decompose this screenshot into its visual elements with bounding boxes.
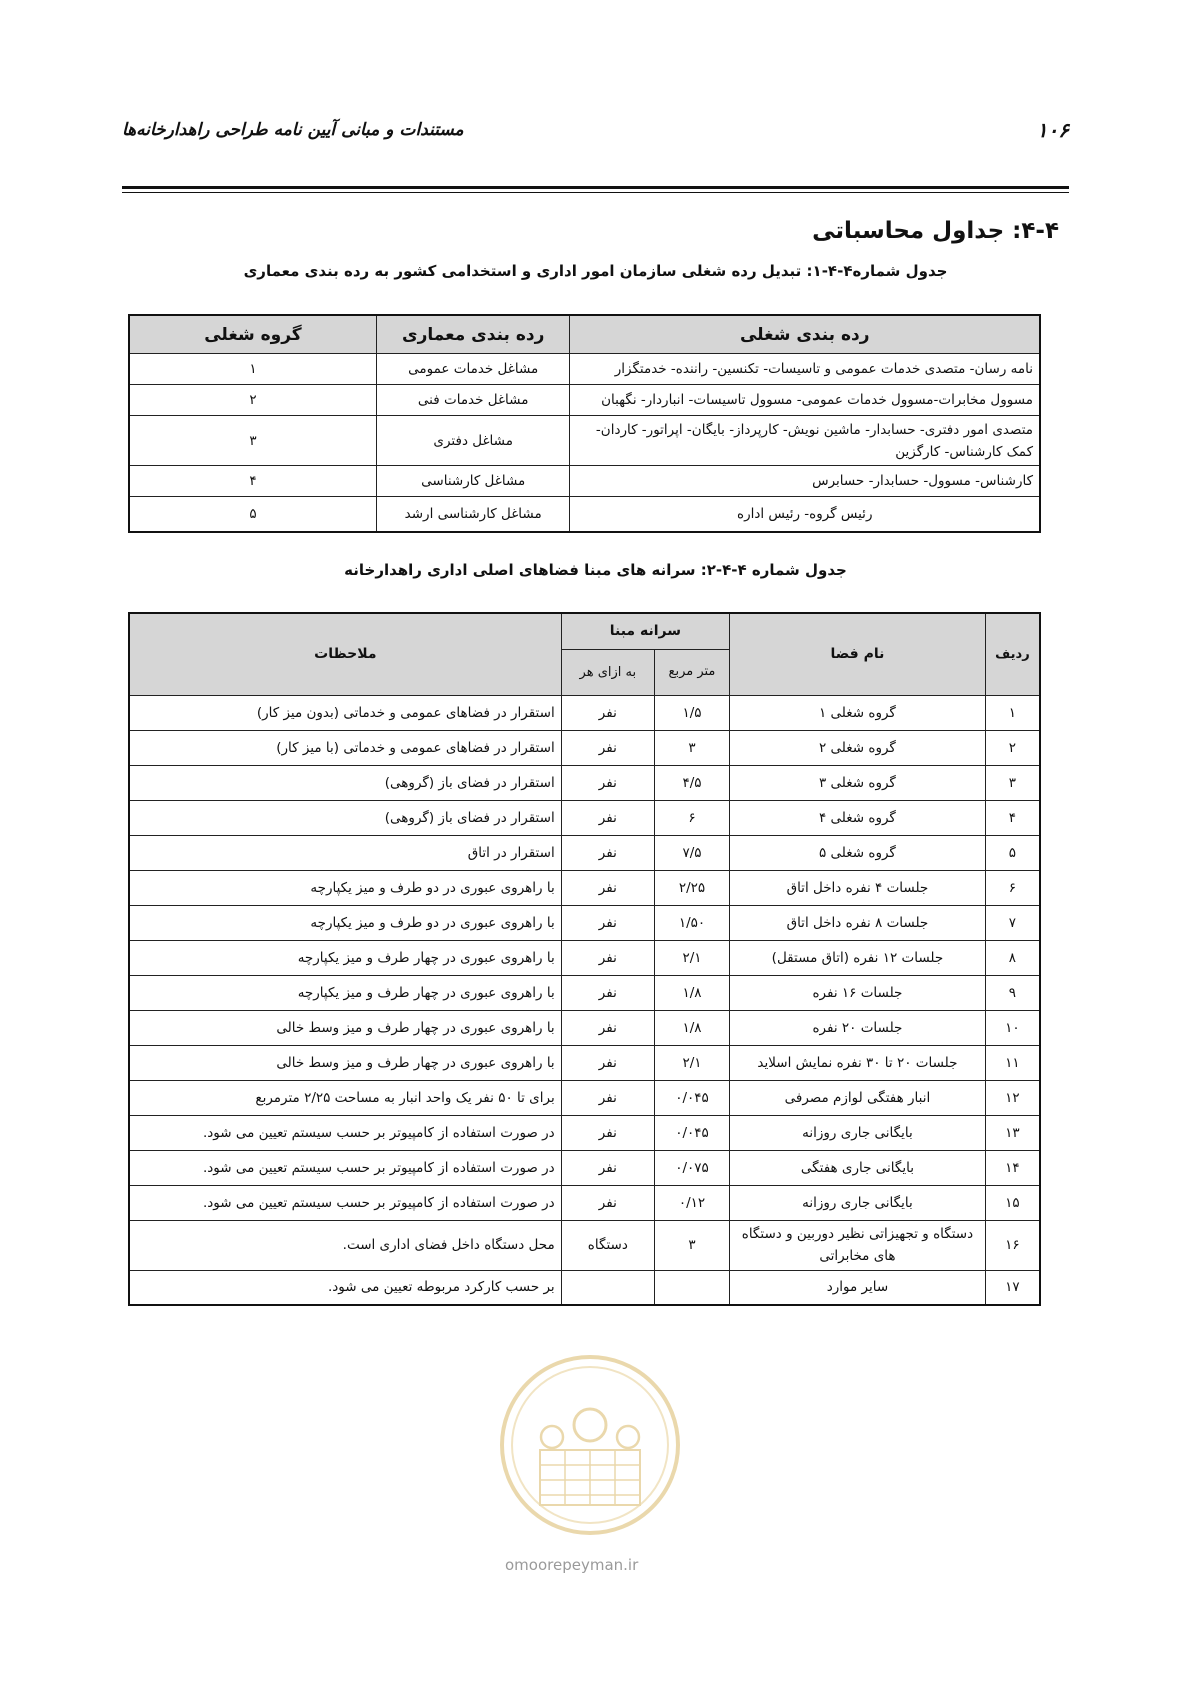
- space-name-cell: بایگانی جاری هفتگی: [730, 1150, 986, 1185]
- table-row: [129, 1185, 1040, 1220]
- header-rule: [122, 186, 1069, 189]
- per-unit-cell: نفر: [561, 940, 654, 975]
- table-row: [129, 1010, 1040, 1045]
- per-unit-cell: نفر: [561, 695, 654, 730]
- table-row: [129, 835, 1040, 870]
- row-number-cell: ۶: [985, 870, 1040, 905]
- row-number-cell: ۵: [985, 835, 1040, 870]
- space-name-cell: جلسات ۱۶ نفره: [730, 975, 986, 1010]
- table2-caption: جدول شماره ۴-۴-۲: سرانه های مبنا فضاهای اصلی اداری راهدارخانه: [344, 561, 847, 579]
- arch-class-cell: مشاغل دفتری: [376, 416, 570, 466]
- per-capita-value-cell: ۲/۱: [654, 940, 729, 975]
- per-unit-cell: نفر: [561, 1010, 654, 1045]
- column-header: رده بندی معماری: [376, 315, 570, 354]
- row-number-cell: ۱: [985, 695, 1040, 730]
- job-titles-cell: نامه رسان- متصدی خدمات عمومی و تاسیسات- تکنسین- راننده- خدمتگزار: [570, 354, 1040, 385]
- page-header: [122, 118, 1069, 148]
- column-header-notes: ملاحظات: [129, 613, 561, 695]
- group-cell: ۱: [129, 354, 376, 385]
- per-capita-value-cell: ۱/۵: [654, 695, 729, 730]
- space-name-cell: گروه شغلی ۱: [730, 695, 986, 730]
- row-number-cell: ۱۱: [985, 1045, 1040, 1080]
- space-name-cell: جلسات ۴ نفره داخل اتاق: [730, 870, 986, 905]
- arch-class-cell: مشاغل خدمات عمومی: [376, 354, 570, 385]
- table-row: [129, 1220, 1040, 1270]
- notes-cell: استقرار در فضای باز (گروهی): [129, 800, 561, 835]
- table-row: [129, 695, 1040, 730]
- table-row: [129, 765, 1040, 800]
- row-number-cell: ۷: [985, 905, 1040, 940]
- space-name-cell: گروه شغلی ۴: [730, 800, 986, 835]
- table-row: [129, 354, 1040, 385]
- page-number: ۱۰۶: [1036, 118, 1069, 142]
- notes-cell: با راهروی عبوری در چهار طرف و میز وسط خالی: [129, 1010, 561, 1045]
- per-capita-value-cell: ۳: [654, 1220, 729, 1270]
- job-titles-cell: کارشناس- مسوول- حسابدار- حسابرس: [570, 466, 1040, 497]
- space-name-cell: جلسات ۲۰ تا ۳۰ نفره نمایش اسلاید: [730, 1045, 986, 1080]
- table-row: [129, 385, 1040, 416]
- table-header-row: [129, 315, 1040, 354]
- watermark-url: omoorepeyman.ir: [505, 1556, 639, 1574]
- space-name-cell: جلسات ۱۲ نفره (اتاق مستقل): [730, 940, 986, 975]
- per-unit-cell: نفر: [561, 765, 654, 800]
- job-classification-table: [128, 314, 1041, 533]
- table-row: [129, 416, 1040, 466]
- notes-cell: در صورت استفاده از کامپیوتر بر حسب سیستم تعیین می شود.: [129, 1150, 561, 1185]
- notes-cell: با راهروی عبوری در دو طرف و میز یکپارچه: [129, 870, 561, 905]
- table-row: [129, 1080, 1040, 1115]
- per-unit-cell: نفر: [561, 1150, 654, 1185]
- job-titles-cell: متصدی امور دفتری- حسابدار- ماشین نویش- کارپرداز- بایگان- اپراتور- کاردان- کمک کارشناس- کارگزین: [570, 416, 1040, 466]
- section-title: ۴-۴: جداول محاسباتی: [812, 218, 1059, 244]
- space-name-cell: دستگاه و تجهیزاتی نظیر دوربین و دستگاه های مخابراتی: [730, 1220, 986, 1270]
- column-header-row-number: ردیف: [985, 613, 1040, 695]
- per-unit-cell: نفر: [561, 800, 654, 835]
- table-row: [129, 1045, 1040, 1080]
- notes-cell: بر حسب کارکرد مربوطه تعیین می شود.: [129, 1270, 561, 1305]
- space-name-cell: انبار هفتگی لوازم مصرفی: [730, 1080, 986, 1115]
- space-name-cell: جلسات ۲۰ نفره: [730, 1010, 986, 1045]
- per-capita-value-cell: ۰/۰۴۵: [654, 1080, 729, 1115]
- column-header: گروه شغلی: [129, 315, 376, 354]
- per-capita-value-cell: ۰/۰۴۵: [654, 1115, 729, 1150]
- space-name-cell: بایگانی جاری روزانه: [730, 1115, 986, 1150]
- table-row: [129, 940, 1040, 975]
- job-titles-cell: مسوول مخابرات-مسوول خدمات عمومی- مسوول تاسیسات- انباردار- نگهبان: [570, 385, 1040, 416]
- notes-cell: با راهروی عبوری در دو طرف و میز یکپارچه: [129, 905, 561, 940]
- space-name-cell: جلسات ۸ نفره داخل اتاق: [730, 905, 986, 940]
- space-name-cell: گروه شغلی ۳: [730, 765, 986, 800]
- table-row: [129, 1270, 1040, 1305]
- book-title: مستندات و مبانی آیین نامه طراحی راهدارخانه‌ها: [122, 120, 464, 140]
- row-number-cell: ۳: [985, 765, 1040, 800]
- per-unit-cell: نفر: [561, 1045, 654, 1080]
- table-row: [129, 466, 1040, 497]
- per-capita-value-cell: [654, 1270, 729, 1305]
- notes-cell: محل دستگاه داخل فضای اداری است.: [129, 1220, 561, 1270]
- table-row: [129, 975, 1040, 1010]
- row-number-cell: ۱۶: [985, 1220, 1040, 1270]
- per-unit-cell: نفر: [561, 975, 654, 1010]
- table-header-row: [129, 613, 1040, 649]
- notes-cell: در صورت استفاده از کامپیوتر بر حسب سیستم تعیین می شود.: [129, 1115, 561, 1150]
- per-capita-value-cell: ۳: [654, 730, 729, 765]
- per-capita-value-cell: ۱/۸: [654, 975, 729, 1010]
- space-name-cell: بایگانی جاری روزانه: [730, 1185, 986, 1220]
- space-name-cell: گروه شغلی ۵: [730, 835, 986, 870]
- notes-cell: استقرار در فضاهای عمومی و خدماتی (با میز کار): [129, 730, 561, 765]
- group-cell: ۳: [129, 416, 376, 466]
- watermark-logo: [490, 1345, 690, 1545]
- notes-cell: استقرار در فضای باز (گروهی): [129, 765, 561, 800]
- table-row: [129, 905, 1040, 940]
- row-number-cell: ۱۰: [985, 1010, 1040, 1045]
- row-number-cell: ۱۴: [985, 1150, 1040, 1185]
- column-header-sqm: متر مربع: [654, 649, 729, 695]
- space-name-cell: گروه شغلی ۲: [730, 730, 986, 765]
- per-unit-cell: نفر: [561, 1080, 654, 1115]
- per-capita-value-cell: ۱/۵۰: [654, 905, 729, 940]
- table-row: [129, 870, 1040, 905]
- row-number-cell: ۸: [985, 940, 1040, 975]
- header-rule-thin: [122, 192, 1069, 193]
- per-capita-value-cell: ۴/۵: [654, 765, 729, 800]
- row-number-cell: ۱۷: [985, 1270, 1040, 1305]
- per-unit-cell: نفر: [561, 1115, 654, 1150]
- row-number-cell: ۹: [985, 975, 1040, 1010]
- notes-cell: استقرار در فضاهای عمومی و خدماتی (بدون میز کار): [129, 695, 561, 730]
- per-capita-value-cell: ۲/۱: [654, 1045, 729, 1080]
- column-header: رده بندی شغلی: [570, 315, 1040, 354]
- group-cell: ۴: [129, 466, 376, 497]
- arch-class-cell: مشاغل کارشناسی: [376, 466, 570, 497]
- job-titles-cell: رئیس گروه- رئیس اداره: [570, 497, 1040, 532]
- per-capita-value-cell: ۷/۵: [654, 835, 729, 870]
- per-capita-value-cell: ۰/۰۷۵: [654, 1150, 729, 1185]
- notes-cell: استقرار در اتاق: [129, 835, 561, 870]
- group-cell: ۲: [129, 385, 376, 416]
- group-cell: ۵: [129, 497, 376, 532]
- per-unit-cell: دستگاه: [561, 1220, 654, 1270]
- column-header-base: سرانه مبنا: [561, 613, 729, 649]
- table-row: [129, 1115, 1040, 1150]
- column-header-per: به ازای هر: [561, 649, 654, 695]
- notes-cell: با راهروی عبوری در چهار طرف و میز یکپارچه: [129, 940, 561, 975]
- row-number-cell: ۱۵: [985, 1185, 1040, 1220]
- table-row: [129, 497, 1040, 532]
- row-number-cell: ۲: [985, 730, 1040, 765]
- notes-cell: در صورت استفاده از کامپیوتر بر حسب سیستم تعیین می شود.: [129, 1185, 561, 1220]
- arch-class-cell: مشاغل کارشناسی ارشد: [376, 497, 570, 532]
- table-row: [129, 730, 1040, 765]
- table-row: [129, 800, 1040, 835]
- per-unit-cell: نفر: [561, 1185, 654, 1220]
- notes-cell: با راهروی عبوری در چهار طرف و میز یکپارچه: [129, 975, 561, 1010]
- per-capita-value-cell: ۶: [654, 800, 729, 835]
- per-unit-cell: نفر: [561, 730, 654, 765]
- per-capita-value-cell: ۰/۱۲: [654, 1185, 729, 1220]
- table-row: [129, 1150, 1040, 1185]
- table1-caption: جدول شماره۴-۴-۱: تبدیل رده شغلی سازمان امور اداری و استخدامی کشور به رده بندی معماری: [243, 262, 948, 280]
- table-body: [129, 695, 1040, 1305]
- per-unit-cell: نفر: [561, 835, 654, 870]
- arch-class-cell: مشاغل خدمات فنی: [376, 385, 570, 416]
- per-unit-cell: نفر: [561, 905, 654, 940]
- notes-cell: با راهروی عبوری در چهار طرف و میز وسط خالی: [129, 1045, 561, 1080]
- notes-cell: برای تا ۵۰ نفر یک واحد انبار به مساحت ۲/۲۵ مترمربع: [129, 1080, 561, 1115]
- row-number-cell: ۴: [985, 800, 1040, 835]
- space-name-cell: سایر موارد: [730, 1270, 986, 1305]
- per-capita-value-cell: ۲/۲۵: [654, 870, 729, 905]
- row-number-cell: ۱۳: [985, 1115, 1040, 1150]
- space-per-capita-table: [128, 612, 1041, 1306]
- per-capita-value-cell: ۱/۸: [654, 1010, 729, 1045]
- row-number-cell: ۱۲: [985, 1080, 1040, 1115]
- column-header-space: نام فضا: [730, 613, 986, 695]
- per-unit-cell: نفر: [561, 870, 654, 905]
- per-unit-cell: [561, 1270, 654, 1305]
